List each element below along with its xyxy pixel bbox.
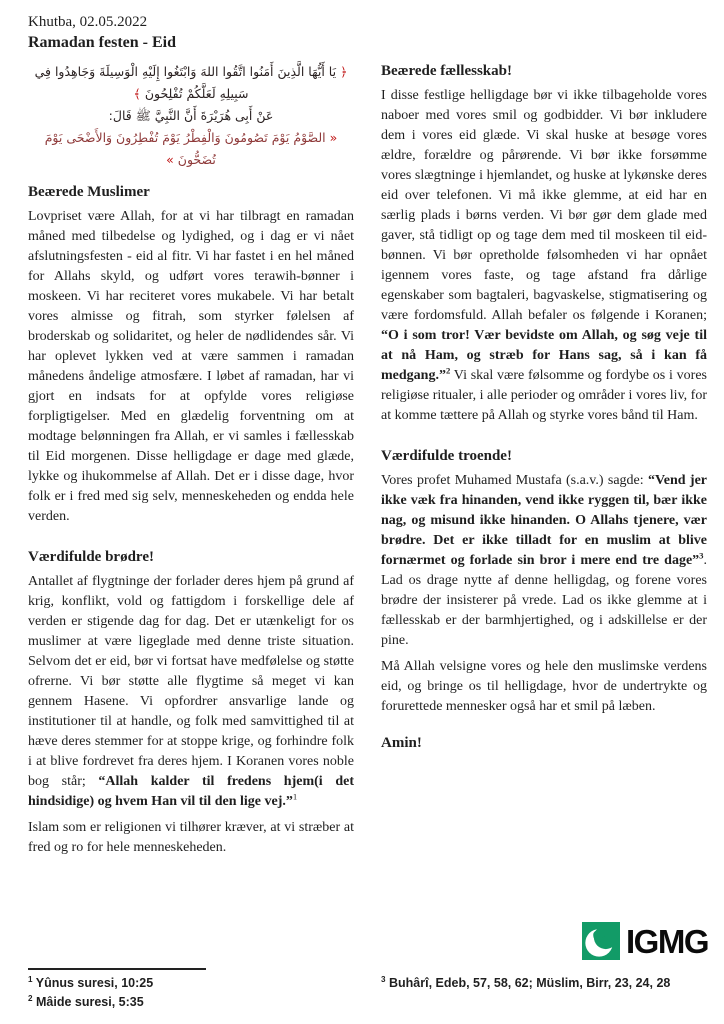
footnotes-left (28, 968, 354, 1012)
footnote-text: Mâide suresi, 5:35 (32, 995, 144, 1010)
section-heading-beaerede-faellesskab: Beærede fællesskab! (381, 63, 512, 79)
footnote-3 (381, 975, 711, 990)
section-heading-beaerede-muslimer: Beærede Muslimer (28, 184, 150, 201)
paragraph: Islam som er religionen vi tilhører kræver, at vi stræber at fred og ro for hele menneskeheden. (28, 820, 354, 856)
footnote-number: 1 (28, 975, 33, 985)
paragraph: I disse festlige helligdage bør vi ikke tilbageholde vores naboer med vores smil og godbidder. Vi bør inkludere dem i vores eid glæde. Vi skal huske at besøge vores ældre, forældre og pårørende. Vi bør ikke forsømme vores slægtninge i hjemlandet, og huske at lykønske deres eid over telefonen. Vi må ikke glemme, at eid har en særlig plads i børns verden. Vi bør gør dem glade med gaver, stå tidligt op og tage dem med til moskeen til eid-bønnen. Vi bør opretholde følsomheden vi har opnået igennem vores faste, og tage afstand fra dårlige egenskaber som bagtaleri, bagvaskelse, stigmatisering og være fordomsfuld. Allah befaler os følgende i Koranen; “O i som tror! Vær bevidste om Allah, og søg veje til at nå Ham, og stræb for Hans sag, så i kan få medgang.”$^2$ Vi skal være følsomme og fordybe os i vores religiøse ritualer, i alle perioder og områder i vores liv, for at komme tættere på Allah og styrke vores bånd til Ham. (381, 88, 707, 423)
amin-closing: Amin! (381, 735, 422, 751)
footnote-2 (28, 993, 354, 1012)
footnote-text: Buhârî, Edeb, 57, 58, 62; Müslim, Birr, 23, 24, 28 (385, 976, 671, 990)
footnote-1 (28, 974, 354, 993)
arabic-verse: ‫﴿ يَا أَيُّهَا الَّذِينَ أَمَنُوا اتَّقُوا اللهَ وَابْتَغُوا إِلَيْهِ الْوَسِيلَةَ وَجَاهِدُوا فِي سَبِيلِهِ لَعَلَّكُمْ تُفْلِحُونَ ﴾ (34, 64, 348, 101)
left-column (28, 14, 354, 862)
paragraph: Lovpriset være Allah, for at vi har tilbragt en ramadan måned med tilbedelse og lydighed, og i dag er vi nået afslutningsfesten - eid al fitr. Vi har fastet i en hel måned for Allahs skyld, og udført vores terawih-bønner i moskeen. Vi har reciteret vores mukabele. Vi har betalt vores almisse og fitrah, som styrker følelsen af broderskab og solidaritet, og heler de nødlidendes sår. Vi har oplevet lykken ved at være sammen i ramadan månedens åndelige atmosfære. I løbet af ramadan, har vi gjort en indsats for at opfylde vores religiøse forpligtigelser. Med en glædelig forventning om at modtage belønningen fra Allah, er vi samles i fællesskab til Eid morgenen. Disse helligdage er dage med glæde, lykke og ihukommelse af Allah. Det er i disse dage, hvor folk er i fred med sig selv, menneskeheden og endda hele verden. (28, 209, 354, 525)
arabic-quote-block (28, 61, 354, 170)
section-heading-vaerdifulde-broedre: Værdifulde brødre! (28, 549, 154, 566)
date-line: Khutba, 02.05.2022 (28, 14, 148, 30)
right-column (381, 63, 707, 767)
paragraph: Må Allah velsigne vores og hele den muslimske verdens eid, og bringe os til helligdage, hvor de undertrykte og forurettede mennesker også har et smil på læben. (381, 659, 707, 714)
logo-wordmark: IGMG (626, 922, 708, 960)
footnote-divider (28, 968, 206, 970)
page-title: Ramadan festen - Eid (28, 34, 177, 51)
footnote-number: 3 (381, 974, 386, 984)
paragraph: Antallet af flygtninge der forlader deres hjem på grund af krig, konflikt, vold og fattigdom i forskellige dele af verden er stigende dag for dag. Det er utænkeligt for os muslimer at være ligeglade med denne triste situation. Selvom det er eid, bør vi fortsat have medfølelse og støtte ofrerne. Vi bør støtte alle flygtime så meget vi kan gennem Hasene. Vi opfordrer ansvarlige lande og institutioner til at handle, og folk med samvittighed til at hæve deres stemmer for at stoppe krige, og forhindre folk i at blive fordrevet fra deres hjem. I Koranen vores noble bog står; “Allah kalder til fredens hjem(i det hindsidige) og hvem Han vil til den lige vej.”$^1$ (28, 574, 354, 810)
crescent-globe-icon (582, 922, 620, 960)
arabic-narration: عَنْ أَبِى هُرَيْرَةَ أَنَّ النَّبِيَّ ﷺ قَالَ: (108, 107, 274, 123)
igmg-logo (582, 922, 708, 960)
paragraph: Vores profet Muhamed Mustafa (s.a.v.) sagde: “Vend jer ikke væk fra hinanden, vend ikke ryggen til, bær ikke nag, og misund ikke hinanden. O Allahs tjenere, vær brødre. Det er ikke tilladt for en muslim at blive fornærmet og forlade sin bror i mere end tre dage”$^3$. Lad os drage nytte af denne helligdag, og forene vores brødre der insisterer på vrede. Lad os ikke glemme at i fællesskab er der barmhjertighed, og i adskillelse er der pine. (381, 473, 708, 648)
arabic-hadith: « الصَّوْمُ يَوْمَ تَصُومُونَ وَالْفِطْرُ يَوْمَ تُفْطِرُونَ وَالأَضْحَى يَوْمَ تُضَحُّونَ » (44, 129, 338, 167)
section-heading-vaerdifulde-troende: Værdifulde troende! (381, 448, 512, 464)
footnote-number: 2 (28, 994, 33, 1004)
footnote-text: Yûnus suresi, 10:25 (32, 976, 154, 991)
